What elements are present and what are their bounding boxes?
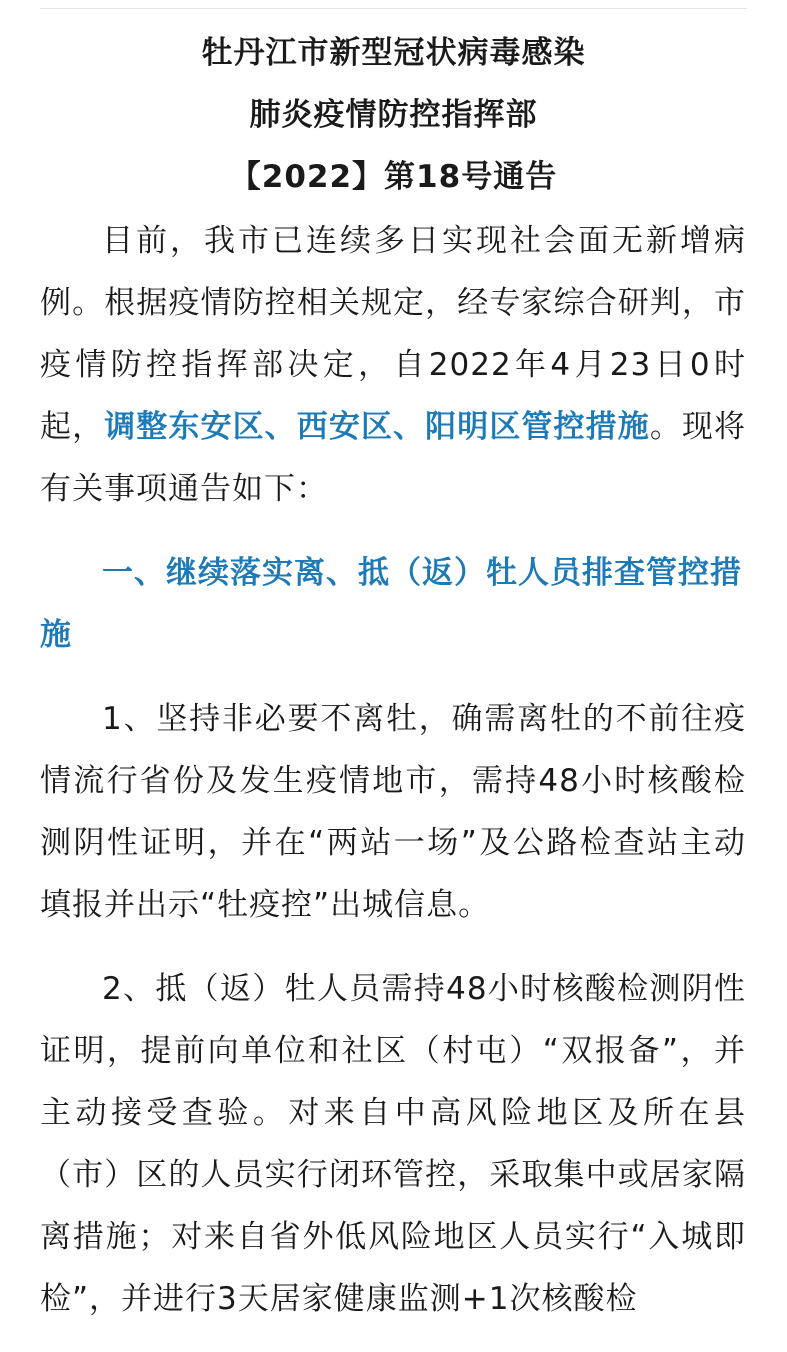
title-line-3: 【2022】第18号通告 [229, 159, 558, 195]
title-line-1: 牡丹江市新型冠状病毒感染 [201, 35, 586, 71]
intro-text-after: 。现将有关事项通告如下： [40, 409, 747, 507]
notice-body [40, 210, 746, 1352]
title-line-2: 肺炎疫情防控指挥部 [249, 97, 538, 133]
top-divider [40, 8, 747, 9]
intro-text-before: 目前，我市已连续多日实现社会面无新增病例。根据疫情防控相关规定，经专家综合研判，市疫情防控指挥部决定，自2022年4月23日0时起， [40, 223, 746, 445]
intro-paragraph [40, 210, 746, 520]
section-1-item-2: 2、抵（返）牡人员需持48小时核酸检测阴性证明，提前向单位和社区（村屯）“双报备”，并主动接受查验。对来自中高风险地区及所在县（市）区的人员实行闭环管控，采取集中或居家隔离措施；对来自省外低风险地区人员实行“入城即检”，并进行3天居家健康监测+1次核酸检 [40, 971, 746, 1317]
intro-highlight: 调整东安区、西安区、阳明区管控措施 [104, 409, 650, 445]
section-1-item-1: 1、坚持非必要不离牡，确需离牡的不前往疫情流行省份及发生疫情地市，需持48小时核酸检测阴性证明，并在“两站一场”及公路检查站主动填报并出示“牡疫控”出城信息。 [40, 701, 746, 923]
section-1-heading: 一、继续落实离、抵（返）牡人员排查管控措施 [40, 555, 742, 653]
notice-title [0, 22, 787, 208]
